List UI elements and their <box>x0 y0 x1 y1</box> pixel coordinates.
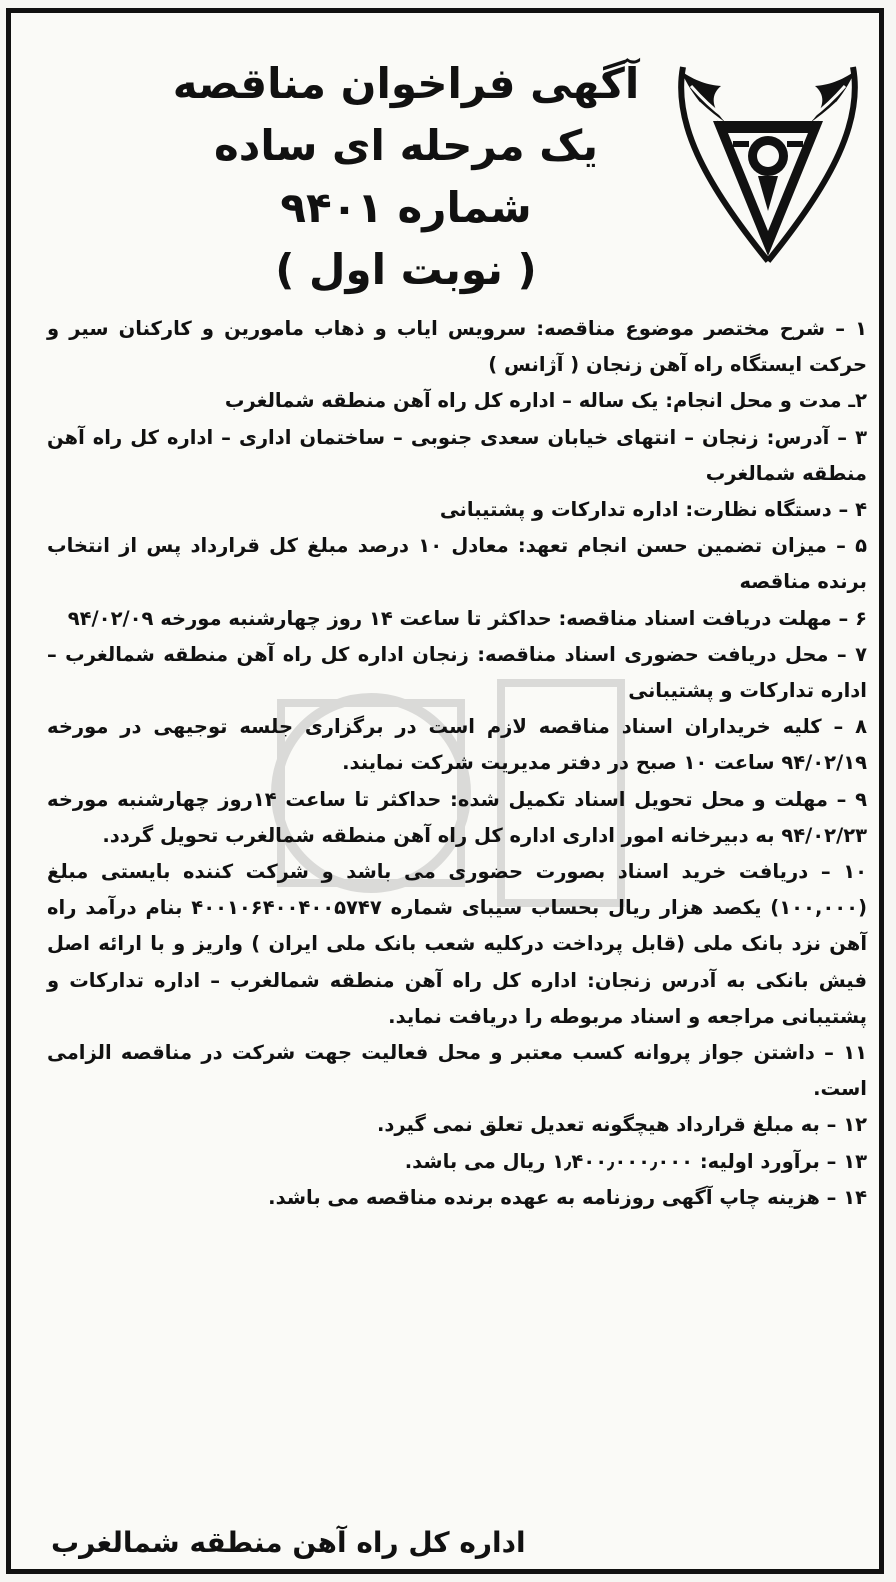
title-line-1: آگهی فراخوان مناقصه <box>172 59 640 108</box>
notice-item-2: ۲ـ مدت و محل انجام: یک ساله – اداره کل راه آهن منطقه شمالغرب <box>224 389 867 413</box>
notice-body <box>47 311 867 1216</box>
notice-item-1: ۱ – شرح مختصر موضوع مناقصه: سرویس ایاب و ذهاب مامورین و کارکنان سیر و حرکت ایستگاه راه آهن زنجان ( آژانس ) <box>47 317 867 377</box>
notice-frame <box>6 8 884 1574</box>
notice-item-11: ۱۱ – داشتن جواز پروانه کسب معتبر و محل فعالیت جهت شرکت در مناقصه الزامی است. <box>47 1041 867 1101</box>
notice-item-8: ۸ – کلیه خریداران اسناد مناقصه لازم است در برگزاری جلسه توجیهی در مورخه ۹۴/۰۲/۱۹ ساعت ۱۰ صبح در دفتر مدیریت شرکت نمایند. <box>47 715 867 775</box>
notice-item-10: ۱۰ – دریافت خرید اسناد بصورت حضوری می باشد و شرکت کننده بایستی مبلغ (۱۰۰,۰۰۰) یکصد هزار ریال بحساب سیبای شماره ۴۰۰۱۰۶۴۰۰۴۰۰۵۷۴۷ بنام درآمد راه آهن نزد بانک ملی (قابل پرداخت درکلیه شعب بانک ملی ایران ) واریز و با ارائه اصل فیش بانکی به آدرس زنجان: اداره کل راه آهن منطقه شمالغرب – اداره تدارکات و پشتیبانی مراجعه و اسناد مربوطه را دریافت نماید. <box>47 860 867 1028</box>
notice-title <box>161 53 651 301</box>
issuer-signature: اداره کل راه آهن منطقه شمالغرب <box>51 1526 526 1559</box>
title-line-4: ( نوبت اول ) <box>275 245 537 294</box>
notice-item-6: ۶ – مهلت دریافت اسناد مناقصه: حداکثر تا ساعت ۱۴ روز چهارشنبه مورخه ۹۴/۰۲/۰۹ <box>67 606 867 630</box>
notice-item-14: ۱۴ – هزینه چاپ آگهی روزنامه به عهده برنده مناقصه می باشد. <box>268 1185 867 1209</box>
notice-item-4: ۴ – دستگاه نظارت: اداره تدارکات و پشتیبانی <box>439 498 867 522</box>
notice-item-13: ۱۳ – برآورد اولیه: ۱٫۴۰۰٫۰۰۰٫۰۰۰ ریال می باشد. <box>404 1149 867 1173</box>
notice-item-7: ۷ – محل دریافت حضوری اسناد مناقصه: زنجان اداره کل راه آهن منطقه شمالغرب – اداره تدارکات و پشتیبانی <box>47 642 867 703</box>
railway-emblem-icon <box>673 41 863 271</box>
notice-item-9: ۹ – مهلت و محل تحویل اسناد تکمیل شده: حداکثر تا ساعت ۱۴روز چهارشنبه مورخه ۹۴/۰۲/۲۳ به دبیرخانه امور اداری اداره کل راه آهن منطقه شمالغرب تحویل گردد. <box>47 787 867 847</box>
title-line-2: یک مرحله ای ساده <box>214 121 598 170</box>
title-line-3: شماره ۹۴۰۱ <box>280 183 532 232</box>
notice-item-3: ۳ – آدرس: زنجان – انتهای خیابان سعدی جنوبی – ساختمان اداری – اداره کل راه آهن منطقه شمالغرب <box>47 425 867 485</box>
notice-item-12: ۱۲ – به مبلغ قرارداد هیچگونه تعدیل تعلق نمی گیرد. <box>376 1113 867 1137</box>
notice-item-5: ۵ – میزان تضمین حسن انجام تعهد: معادل ۱۰ درصد مبلغ کل قرارداد پس از انتخاب برنده مناقصه <box>47 534 867 594</box>
